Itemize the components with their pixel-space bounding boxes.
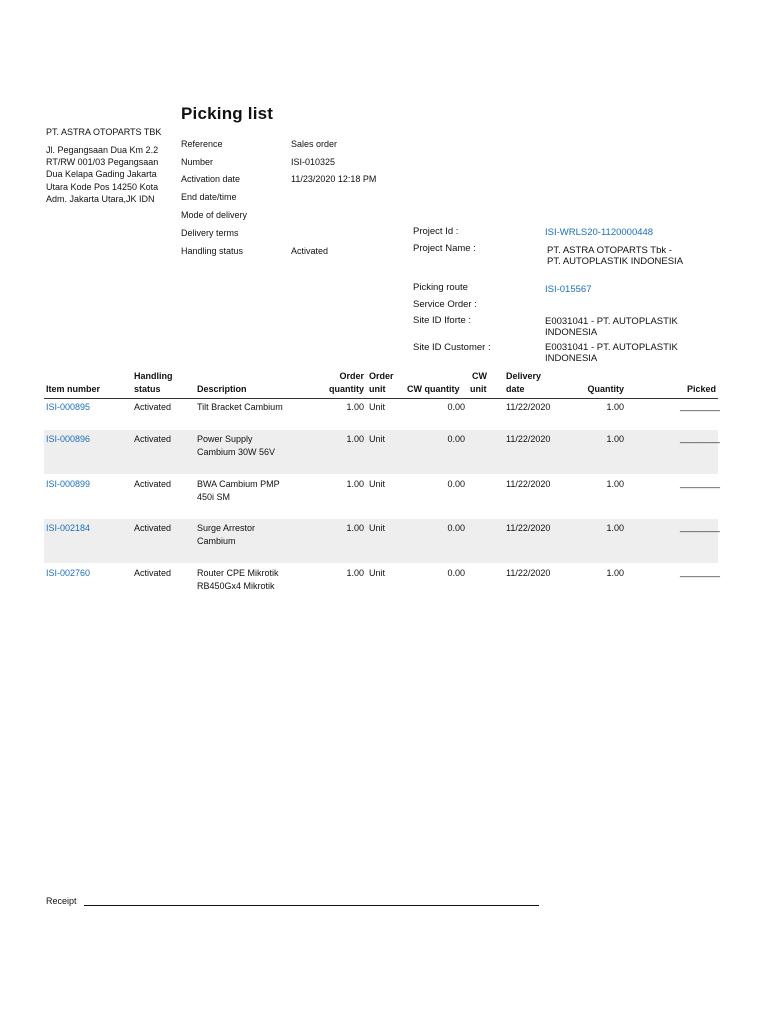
row-description: Surge Arrestor (197, 523, 256, 533)
row-cw-quantity: 0.00 (447, 434, 465, 444)
project-id-link[interactable]: ISI-WRLS20-1120000448 (545, 227, 654, 238)
company-address: Jl. Pegangsaan Dua Km 2.2 RT/RW 001/03 Pegangsaan Dua Kelapa Gading Jakarta Utara Kode Pos 14250 Kota Adm. Jakarta Utara,JK IDN (46, 145, 159, 204)
row-cw-quantity: 0.00 (447, 479, 465, 489)
item-number-link[interactable]: ISI-002760 (46, 568, 91, 578)
receipt-signature-line (84, 905, 539, 906)
col-order-unit-1: Order (369, 371, 394, 381)
col-delivery-date-1: Delivery (506, 371, 542, 381)
row-order-unit: Unit (369, 523, 386, 533)
handling-status-value: Activated (291, 246, 329, 256)
item-number-link[interactable]: ISI-002184 (46, 523, 91, 533)
project-name-label: Project Name : (413, 243, 476, 254)
row-order-unit: Unit (369, 402, 386, 412)
row-description: Power Supply (197, 434, 253, 444)
site-id-customer-label: Site ID Customer : (413, 342, 491, 353)
picking-route-label: Picking route (413, 282, 468, 293)
row-order-quantity: 1.00 (346, 402, 364, 412)
project-id-label: Project Id : (413, 226, 459, 237)
site-id-iforte-label: Site ID Iforte : (413, 315, 472, 326)
row-status: Activated (134, 523, 172, 533)
reference-value: Sales order (291, 139, 338, 149)
row-status: Activated (134, 434, 172, 444)
col-description: Description (197, 384, 247, 394)
col-picked: Picked (686, 384, 716, 394)
row-description-2: 450i SM (197, 492, 231, 502)
row-delivery-date: 11/22/2020 (506, 523, 551, 533)
row-quantity: 1.00 (606, 434, 624, 444)
receipt-label: Receipt (46, 896, 77, 906)
number-value: ISI-010325 (291, 157, 336, 167)
company-name: PT. ASTRA OTOPARTS TBK (46, 127, 162, 137)
site-id-iforte-value: E0031041 - PT. AUTOPLASTIK INDONESIA (545, 316, 678, 338)
mode-of-delivery-label: Mode of delivery (181, 210, 248, 220)
row-picked-line: ________ (680, 478, 721, 488)
row-picked-line: ________ (680, 567, 721, 577)
row-order-quantity: 1.00 (346, 568, 364, 578)
col-cw-unit-1: CW (472, 371, 487, 381)
col-handling-status-1: Handling (134, 371, 173, 381)
col-order-quantity-1: Order (339, 371, 364, 381)
col-order-quantity-2: quantity (329, 384, 364, 394)
delivery-terms-label: Delivery terms (181, 228, 239, 238)
item-number-link[interactable]: ISI-000896 (46, 434, 91, 444)
col-cw-unit-2: unit (470, 384, 487, 394)
row-status: Activated (134, 568, 172, 578)
reference-label: Reference (181, 139, 223, 149)
row-delivery-date: 11/22/2020 (506, 434, 551, 444)
row-quantity: 1.00 (606, 523, 624, 533)
col-handling-status-2: status (134, 384, 161, 394)
item-number-link[interactable]: ISI-000899 (46, 479, 91, 489)
row-picked-line: ________ (680, 522, 721, 532)
row-order-quantity: 1.00 (346, 434, 364, 444)
row-delivery-date: 11/22/2020 (506, 568, 551, 578)
col-quantity: Quantity (587, 384, 624, 394)
end-date-label: End date/time (181, 192, 237, 202)
row-cw-quantity: 0.00 (447, 568, 465, 578)
row-description-2: Cambium (197, 536, 236, 546)
row-picked-line: ________ (680, 433, 721, 443)
row-status: Activated (134, 402, 172, 412)
row-order-unit: Unit (369, 568, 386, 578)
activation-date-label: Activation date (181, 174, 241, 184)
row-status: Activated (134, 479, 172, 489)
item-number-link[interactable]: ISI-000895 (46, 402, 91, 412)
row-order-quantity: 1.00 (346, 479, 364, 489)
col-delivery-date-2: date (506, 384, 525, 394)
row-description-2: Cambium 30W 56V (197, 447, 276, 457)
page-title: Picking list (181, 104, 274, 123)
row-quantity: 1.00 (606, 479, 624, 489)
site-id-customer-value: E0031041 - PT. AUTOPLASTIK INDONESIA (545, 342, 678, 364)
col-order-unit-2: unit (369, 384, 386, 394)
row-order-unit: Unit (369, 434, 386, 444)
row-quantity: 1.00 (606, 402, 624, 412)
row-delivery-date: 11/22/2020 (506, 402, 551, 412)
col-cw-quantity: CW quantity (407, 384, 460, 394)
picking-route-link[interactable]: ISI-015567 (545, 284, 592, 295)
row-quantity: 1.00 (606, 568, 624, 578)
handling-status-label: Handling status (181, 246, 244, 256)
project-name-value: PT. ASTRA OTOPARTS Tbk - PT. AUTOPLASTIK INDONESIA (547, 245, 684, 267)
number-label: Number (181, 157, 214, 167)
row-cw-quantity: 0.00 (447, 402, 465, 412)
activation-date-value: 11/23/2020 12:18 PM (291, 174, 377, 184)
row-description: BWA Cambium PMP (197, 479, 280, 489)
row-description-2: RB450Gx4 Mikrotik (197, 581, 275, 591)
row-description: Tilt Bracket Cambium (197, 402, 283, 412)
row-description: Router CPE Mikrotik (197, 568, 279, 578)
row-delivery-date: 11/22/2020 (506, 479, 551, 489)
col-item-number: Item number (46, 384, 101, 394)
row-picked-line: ________ (680, 401, 721, 411)
row-cw-quantity: 0.00 (447, 523, 465, 533)
header-divider (44, 398, 718, 399)
row-order-unit: Unit (369, 479, 386, 489)
service-order-label: Service Order : (413, 299, 477, 310)
row-order-quantity: 1.00 (346, 523, 364, 533)
